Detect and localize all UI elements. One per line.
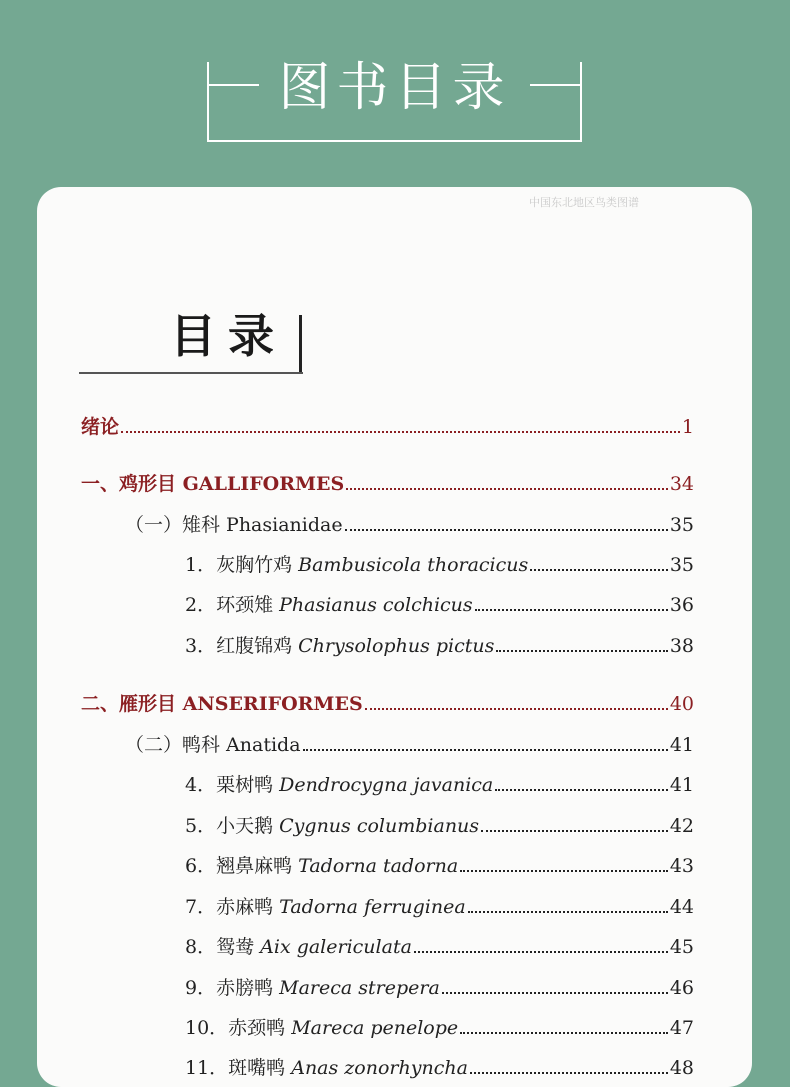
toc-dot-leader	[460, 1032, 668, 1034]
toc-entry-latin-name: Bambusicola thoracicus	[298, 554, 529, 576]
toc-entry[interactable]	[185, 772, 694, 798]
toc-entry-latin-name: Phasianus colchicus	[279, 594, 473, 616]
toc-entry-label	[81, 414, 119, 440]
title-divider	[299, 315, 302, 373]
toc-entry-label	[185, 1055, 468, 1081]
toc-entry[interactable]	[185, 853, 694, 879]
toc-entry-latin-name: Cygnus columbianus	[279, 815, 480, 837]
toc-entry[interactable]	[185, 894, 694, 920]
toc-entry[interactable]	[185, 1015, 694, 1041]
toc-entry-title: 1．灰胸竹鸡	[185, 554, 299, 576]
toc-entry-title: 3．红腹锦鸡	[185, 635, 299, 657]
toc-page-number: 46	[669, 977, 694, 999]
toc-dot-leader	[475, 609, 668, 611]
toc-page-number: 47	[669, 1017, 694, 1039]
toc-entry-latin-name: Tadorna ferruginea	[279, 896, 466, 918]
toc-entry-title: （一）雉科 Phasianidae	[125, 514, 343, 536]
toc-entry-label	[185, 592, 473, 618]
toc-dot-leader	[468, 911, 668, 913]
toc-entry[interactable]	[185, 975, 694, 1001]
toc-dot-leader	[481, 830, 668, 832]
toc-entry-title: 一、鸡形目 GALLIFORMES	[81, 473, 345, 495]
toc-entry-label	[185, 772, 493, 798]
toc-page-number: 40	[669, 693, 694, 715]
toc-dot-leader	[470, 1072, 668, 1074]
toc-entry-title: 2．环颈雉	[185, 594, 280, 616]
toc-dot-leader	[442, 992, 668, 994]
toc-page-number: 41	[669, 734, 694, 756]
toc-dot-leader	[345, 529, 668, 531]
toc-entry-label	[81, 471, 344, 497]
toc-entry-label	[185, 894, 466, 920]
toc-entry[interactable]	[185, 592, 694, 618]
toc-entry-label	[185, 853, 458, 879]
toc-entry-title: 二、雁形目 ANSERIFORMES	[81, 693, 363, 715]
toc-entry-latin-name: Dendrocygna javanica	[279, 774, 494, 796]
toc-entry[interactable]	[81, 471, 694, 497]
page-title: 目录	[170, 309, 286, 363]
page-running-header: 中国东北地区鸟类图谱	[529, 196, 639, 209]
toc-page-number: 43	[669, 855, 694, 877]
toc-page-number: 34	[669, 473, 694, 495]
toc-entry-label	[185, 633, 494, 659]
toc-page-number: 41	[669, 774, 694, 796]
toc-entry[interactable]	[185, 633, 694, 659]
toc-page-number: 35	[669, 554, 694, 576]
toc-dot-leader	[303, 749, 668, 751]
toc-page-number: 42	[669, 815, 694, 837]
toc-entry-title: 5．小天鹅	[185, 815, 280, 837]
toc-entry-label	[81, 691, 363, 717]
toc-page-number: 36	[669, 594, 694, 616]
toc-entry-label	[185, 934, 412, 960]
toc-entry-title: 4．栗树鸭	[185, 774, 280, 796]
toc-entry-label	[185, 1015, 458, 1041]
toc-dot-leader	[496, 650, 667, 652]
toc-entry[interactable]	[125, 732, 694, 758]
toc-dot-leader	[346, 488, 668, 490]
toc-entry-label	[125, 732, 301, 758]
section-banner	[207, 58, 582, 142]
toc-page-number: 48	[669, 1057, 694, 1079]
toc-entry-label	[185, 813, 479, 839]
toc-entry-title: 10．赤颈鸭	[185, 1017, 292, 1039]
toc-page-number: 35	[669, 514, 694, 536]
toc-entry-title: 8．鸳鸯	[185, 936, 261, 958]
toc-dot-leader	[121, 431, 680, 433]
toc-dot-leader	[495, 789, 668, 791]
toc-entry-title: 6．翘鼻麻鸭	[185, 855, 299, 877]
toc-page-number: 38	[669, 635, 694, 657]
toc-entry-label	[185, 975, 440, 1001]
toc-page-number: 44	[669, 896, 694, 918]
toc-page-number: 45	[669, 936, 694, 958]
toc-entry-latin-name: Tadorna tadorna	[298, 855, 459, 877]
title-underline	[79, 372, 303, 374]
toc-dot-leader	[414, 951, 668, 953]
book-page	[37, 187, 752, 1087]
toc-page-number: 1	[681, 416, 694, 438]
toc-entry-title: 11．斑嘴鸭	[185, 1057, 292, 1079]
toc-entry[interactable]	[185, 552, 694, 578]
toc-entry-latin-name: Aix galericulata	[260, 936, 412, 958]
toc-entry[interactable]	[185, 813, 694, 839]
toc-entry[interactable]	[81, 691, 694, 717]
toc-entry[interactable]	[185, 934, 694, 960]
toc-entry-title: （二）鸭科 Anatida	[125, 734, 301, 756]
toc-entry[interactable]	[185, 1055, 694, 1081]
toc-entry-latin-name: Mareca strepera	[279, 977, 440, 999]
toc-dot-leader	[460, 870, 668, 872]
banner-title: 图书目录	[278, 58, 511, 118]
toc-entry-latin-name: Anas zonorhyncha	[291, 1057, 468, 1079]
toc-entry[interactable]	[81, 414, 694, 440]
toc-dot-leader	[365, 708, 668, 710]
toc-entry-latin-name: Chrysolophus pictus	[298, 635, 495, 657]
toc-entry-title: 绪论	[81, 416, 120, 438]
toc-entry[interactable]	[125, 512, 694, 538]
toc-entry-label	[185, 552, 528, 578]
toc-entry-latin-name: Mareca penelope	[291, 1017, 459, 1039]
toc-dot-leader	[530, 569, 668, 571]
toc-entry-label	[125, 512, 343, 538]
toc-entry-title: 7．赤麻鸭	[185, 896, 280, 918]
toc-entry-title: 9．赤膀鸭	[185, 977, 280, 999]
